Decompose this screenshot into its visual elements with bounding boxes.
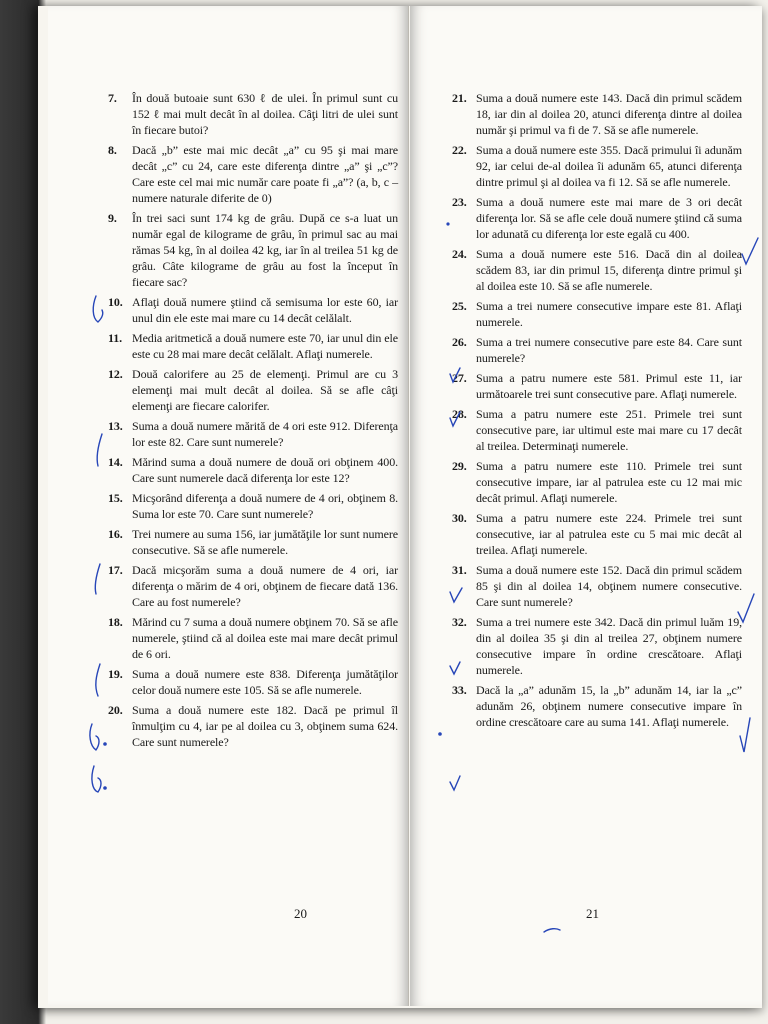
problem-text: În trei saci sunt 174 kg de grâu. După ce s-a luat un număr egal de kilograme de grâu, în primul sac au mai rămas 54 kg, în al doilea 42 kg, iar în al treilea 51 kg de grâu. Câte kilograme de grâu au fost la început în fiecare sac?	[132, 211, 398, 289]
problem-9	[108, 210, 398, 290]
problem-number: 23.	[452, 195, 467, 209]
problem-text: Suma a două numere este 838. Diferenţa jumătăţilor celor două numere este 105. Să se afle numerele.	[132, 667, 398, 697]
pen-check-marks-right	[410, 6, 762, 946]
problem-text: În două butoaie sunt 630 ℓ de ulei. În primul sunt cu 152 ℓ mai mult decât în al doilea. Câţi litri de ulei sunt în fiecare butoi?	[132, 91, 398, 137]
problem-number: 15.	[108, 491, 123, 505]
problem-text: Suma a două numere este 143. Dacă din primul scădem 18, iar din al doilea 20, atunci diferenţa dintre al doilea număr şi primul va fi de 7. Să se afle numerele.	[476, 91, 742, 137]
problem-10	[108, 294, 398, 326]
problem-11	[108, 330, 398, 362]
problem-number: 17.	[108, 563, 123, 577]
problem-text: Suma a două numere este 152. Dacă din primul scădem 85 şi din al doilea 14, obţinem numere consecutive. Care sunt numerele?	[476, 563, 742, 609]
page-number-right: 21	[586, 906, 599, 921]
problem-text: Aflaţi două numere ştiind că semisuma lor este 60, iar unul din ele este mai mare cu 14 decât celălalt.	[132, 295, 398, 325]
problem-number: 28.	[452, 407, 467, 421]
problem-number: 21.	[452, 91, 467, 105]
problem-number: 13.	[108, 419, 123, 433]
problem-number: 16.	[108, 527, 123, 541]
problem-text: Suma a două numere este 182. Dacă pe primul îl înmulţim cu 4, iar pe al doilea cu 3, obţinem suma 624. Care sunt numerele?	[132, 703, 398, 749]
problem-text: Trei numere au suma 156, iar jumătăţile lor sunt numere consecutive. Să se afle numerele.	[132, 527, 398, 557]
right-page	[410, 6, 762, 1006]
problem-text: Suma a patru numere este 224. Primele trei sunt consecutive, iar al patrulea este cu 5 mai mic decât al treilea. Aflaţi numerele.	[476, 511, 742, 557]
problem-number: 8.	[108, 143, 117, 157]
problem-20	[108, 702, 398, 750]
problem-text: Suma a patru numere este 581. Primul este 11, iar următoarele trei sunt consecutive pare. Aflaţi numerele.	[476, 371, 742, 401]
problem-text: Dacă „b” este mai mic decât „a” cu 95 şi mai mare decât „c” cu 24, care este diferenţa dintre „a” şi „c”? Care este cel mai mic număr care poate fi „a”? (a, b, c – numere naturale diferite de 0)	[132, 143, 398, 205]
problem-number: 30.	[452, 511, 467, 525]
problem-19	[108, 666, 398, 698]
problem-7	[108, 90, 398, 138]
problem-number: 31.	[452, 563, 467, 577]
problem-text: Media aritmetică a două numere este 70, iar unul din ele este cu 28 mai mare decât celălalt. Aflaţi numerele.	[132, 331, 398, 361]
problem-number: 19.	[108, 667, 123, 681]
problem-number: 29.	[452, 459, 467, 473]
problem-12	[108, 366, 398, 414]
problem-text: Suma a două numere este mai mare de 3 ori decât diferenţa lor. Să se afle cele două numere ştiind că suma lor adunată cu diferenţa lor este egală cu 400.	[476, 195, 742, 241]
problem-list-left	[108, 90, 398, 754]
problem-number: 22.	[452, 143, 467, 157]
problem-number: 12.	[108, 367, 123, 381]
problem-number: 32.	[452, 615, 467, 629]
problem-text: Suma a trei numere consecutive pare este 84. Care sunt numerele?	[476, 335, 742, 365]
problem-text: Mărind cu 7 suma a două numere obţinem 70. Să se afle numerele, ştiind că al doilea este mai mare decât primul de 6 ori.	[132, 615, 398, 661]
problem-text: Dacă micşorăm suma a două numere de 4 ori, iar diferenţa o mărim de 4 ori, obţinem de fiecare dată 136. Care au fost numerele?	[132, 563, 398, 609]
problem-17	[108, 562, 398, 610]
problem-text: Dacă la „a” adunăm 15, la „b” adunăm 14, iar la „c” adunăm 26, obţinem numere consecutive impare în ordine crescătoare care au suma 141. Aflaţi numerele.	[476, 683, 742, 729]
open-workbook	[38, 6, 762, 1008]
problem-number: 18.	[108, 615, 123, 629]
problem-16	[108, 526, 398, 558]
problem-15	[108, 490, 398, 522]
left-page	[48, 6, 409, 1006]
problem-14	[108, 454, 398, 486]
problem-text: Mărind suma a două numere de două ori obţinem 400. Care sunt numerele dacă diferenţa lor este 12?	[132, 455, 398, 485]
problem-13	[108, 418, 398, 450]
problem-number: 7.	[108, 91, 117, 105]
problem-number: 11.	[108, 331, 123, 345]
problem-text: Suma a două numere este 516. Dacă din al doilea scădem 83, iar din primul 15, diferenţa dintre primul şi al doilea este 10. Să se afle numerele.	[476, 247, 742, 293]
problem-number: 9.	[108, 211, 117, 225]
problem-18	[108, 614, 398, 662]
problem-number: 24.	[452, 247, 467, 261]
problem-text: Suma a trei numere consecutive impare este 81. Aflaţi numerele.	[476, 299, 742, 329]
problem-text: Micşorând diferenţa a două numere de 4 ori, obţinem 8. Suma lor este 70. Care sunt numerele?	[132, 491, 398, 521]
problem-text: Suma a două numere mărită de 4 ori este 912. Diferenţa lor este 82. Care sunt numerele?	[132, 419, 398, 449]
problem-text: Suma a trei numere este 342. Dacă din primul luăm 19, din al doilea 35 şi din al treilea 27, obţinem numere consecutive impare în ordine crescătoare. Aflaţi numerele.	[476, 615, 742, 677]
problem-text: Suma a patru numere este 251. Primele trei sunt consecutive pare, iar ultimul este mai mare cu 17 decât al treilea. Determinaţi numerele.	[476, 407, 742, 453]
problem-number: 10.	[108, 295, 123, 309]
problem-number: 20.	[108, 703, 123, 717]
problem-8	[108, 142, 398, 206]
problem-text: Suma a patru numere este 110. Primele trei sunt consecutive impare, iar al patrulea este cu 12 mai mic decât primul. Aflaţi numerele.	[476, 459, 742, 505]
pen-tick-marks-left	[48, 6, 108, 826]
problem-text: Suma a două numere este 355. Dacă primului îi adunăm 92, iar celui de-al doilea îi adunăm 65, atunci diferenţa dintre primul şi al doilea va fi 12. Să se afle numerele.	[476, 143, 742, 189]
problem-number: 26.	[452, 335, 467, 349]
problem-number: 27.	[452, 371, 467, 385]
problem-text: Două calorifere au 25 de elemenţi. Primul are cu 3 elemenţi mai mult decât al doilea. Să se afle câţi elemenţi are fiecare calorifer.	[132, 367, 398, 413]
problem-number: 25.	[452, 299, 467, 313]
problem-number: 14.	[108, 455, 123, 469]
problem-number: 33.	[452, 683, 467, 697]
page-number-left: 20	[294, 906, 307, 921]
